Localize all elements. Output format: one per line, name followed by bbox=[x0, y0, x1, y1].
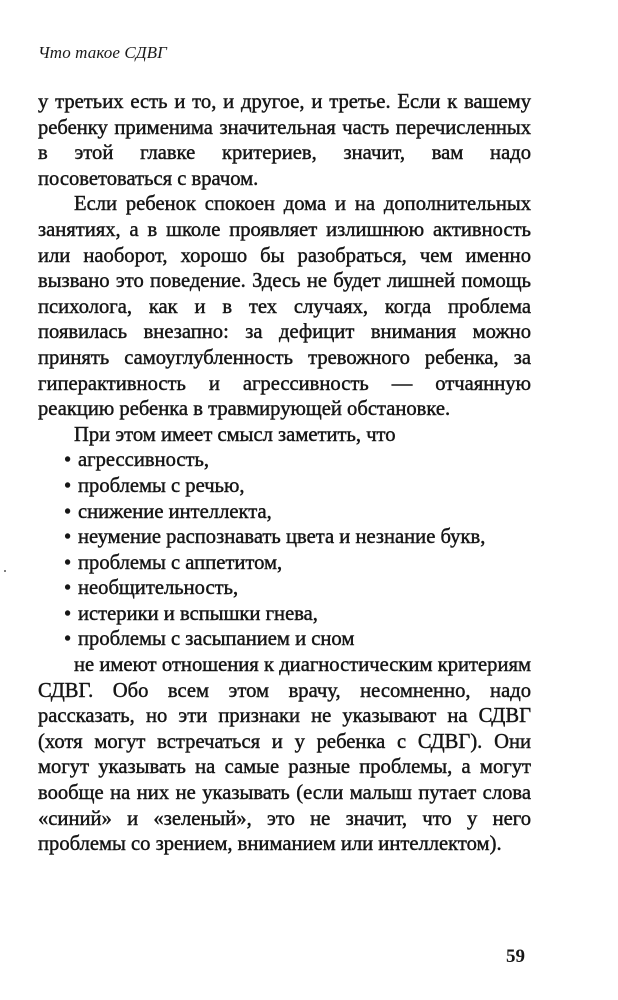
list-item-text: проблемы с речью, bbox=[78, 474, 245, 497]
paragraph-continuation: у третьих есть и то, и другое, и третье. Если к вашему ребенку применима значительная часть перечисленных в этой главке критериев, значит, вам надо посоветоваться с врачом. bbox=[38, 91, 531, 190]
list-item bbox=[64, 627, 531, 653]
bullet-marker: • bbox=[64, 577, 72, 600]
bullet-marker: • bbox=[64, 449, 72, 472]
list-item bbox=[64, 500, 531, 526]
body-text bbox=[38, 90, 531, 858]
list-item-text: проблемы с засыпанием и сном bbox=[78, 628, 355, 651]
list-item-text: истерики и вспышки гнева, bbox=[78, 602, 318, 625]
list-item-text: проблемы с аппетитом, bbox=[78, 551, 283, 574]
scan-speck bbox=[4, 570, 6, 572]
bullet-marker: • bbox=[64, 474, 72, 497]
paragraph-list-intro: При этом имеет смысл заметить, что bbox=[74, 423, 396, 446]
bullet-marker: • bbox=[64, 602, 72, 625]
list-item bbox=[64, 525, 531, 551]
list-item-text: снижение интеллекта, bbox=[78, 500, 272, 523]
bullet-marker: • bbox=[64, 551, 72, 574]
bullet-marker: • bbox=[64, 526, 72, 549]
list-item-text: агрессивность, bbox=[78, 449, 210, 472]
paragraph-conclusion: не имеют отношения к диагностическим критериям СДВГ. Обо всем этом врачу, несомненно, надо рассказать, но эти признаки не указывают на СДВГ (хотя могут встречаться и у ребенка с СДВГ). Они могут указывать на самые разные проблемы, а могут вообще на них не указывать (если малыш путает слова «синий» и «зеленый», это не значит, что у него проблемы со зрением, вниманием или интеллектом). bbox=[38, 654, 531, 856]
bullet-marker: • bbox=[64, 500, 72, 523]
list-item bbox=[64, 551, 531, 577]
list-item bbox=[64, 576, 531, 602]
list-item bbox=[64, 448, 531, 474]
list-item-text: неумение распознавать цвета и незнание букв, bbox=[78, 526, 486, 549]
list-item-text: необщительность, bbox=[78, 577, 239, 600]
paragraph-behavior: Если ребенок спокоен дома и на дополнительных занятиях, а в школе проявляет излишнюю активность или наоборот, хорошо бы разобраться, чем именно вызвано это поведение. Здесь не будет лишней помощь психолога, как и в тех случаях, когда проблема появилась внезапно: за дефицит внимания можно принять самоуглубленность тревожного ребенка, за гиперактивность и агрессивность — отчаянную реакцию ребенка в травмирующей обстановке. bbox=[38, 193, 531, 421]
bullet-marker: • bbox=[64, 628, 72, 651]
list-item bbox=[64, 602, 531, 628]
list-item bbox=[64, 474, 531, 500]
symptom-list bbox=[38, 448, 531, 653]
running-head-title: Что такое СДВГ bbox=[38, 43, 167, 62]
page-number: 59 bbox=[506, 946, 525, 967]
